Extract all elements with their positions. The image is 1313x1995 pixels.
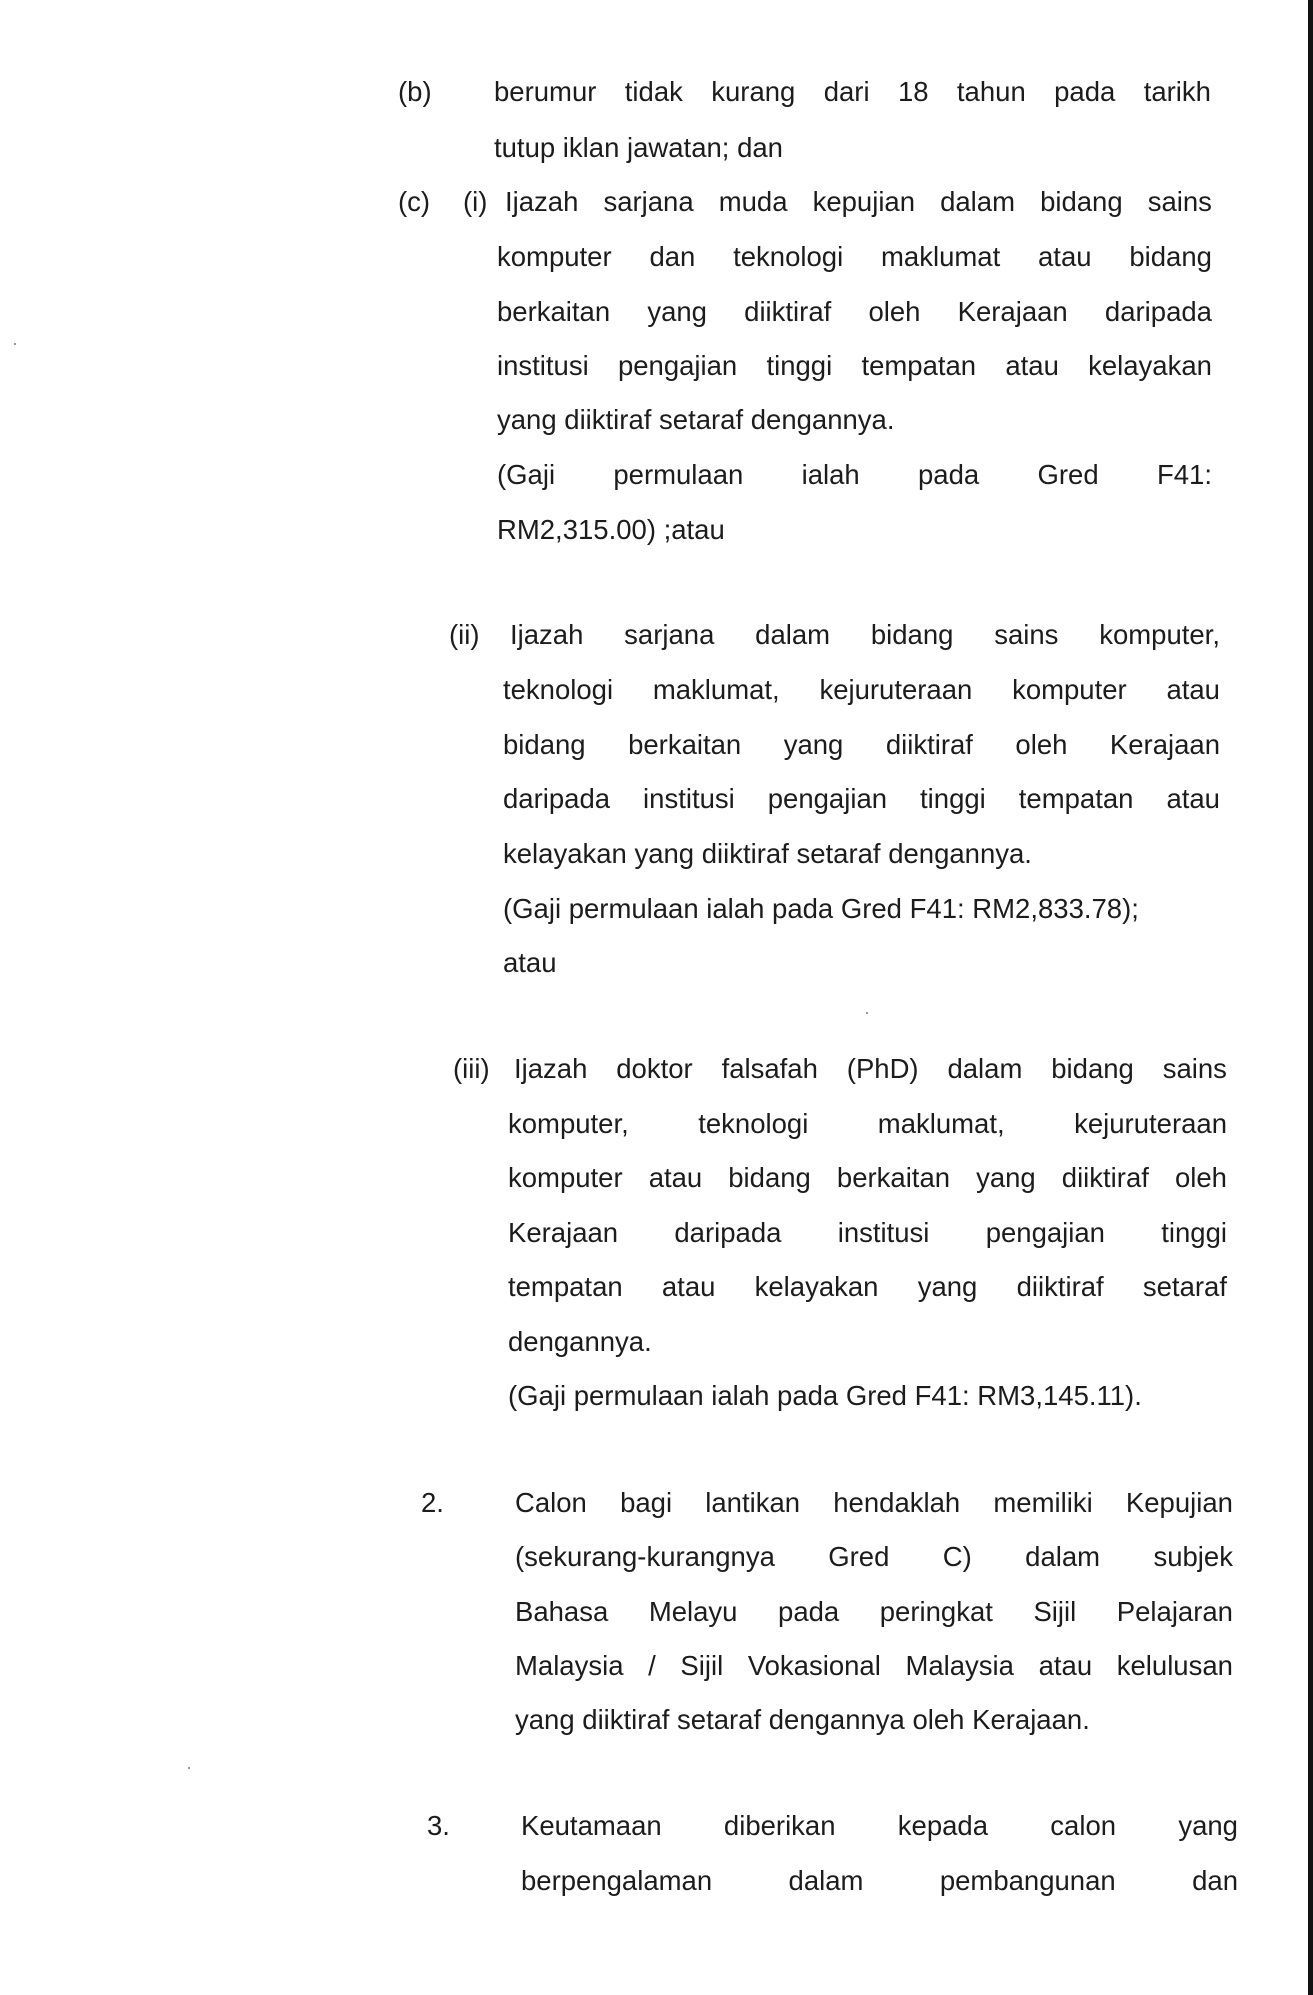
word: diiktiraf — [744, 296, 832, 327]
scan-speck — [188, 1767, 190, 1769]
word: dalam — [947, 1053, 1023, 1084]
word: Melayu — [648, 1596, 738, 1627]
word: tempatan — [1018, 783, 1134, 814]
word: bagi — [620, 1487, 673, 1518]
word: tempatan — [508, 1271, 623, 1302]
item-c-ii-line-1 — [510, 621, 1220, 649]
word: institusi — [643, 783, 735, 814]
word: kepada — [897, 1810, 989, 1841]
word: dalam — [755, 619, 831, 650]
item-c-iii-line-6: dengannya. — [508, 1326, 652, 1357]
word: Kerajaan — [508, 1217, 619, 1248]
item-c-ii-line-5: kelayakan yang diiktiraf setaraf dengannya. — [503, 838, 1032, 869]
item-c-iii-line-7: (Gaji permulaan ialah pada Gred F41: RM3,145.11). — [508, 1380, 1142, 1411]
word: dan — [1192, 1865, 1238, 1896]
para-3-label: 3. — [427, 1810, 450, 1841]
word: berkaitan — [497, 296, 611, 327]
word: atau — [648, 1162, 703, 1193]
word: atau — [661, 1271, 716, 1302]
word: atau — [1005, 350, 1059, 381]
word: komputer — [497, 241, 612, 272]
word: kejuruteraan — [1074, 1108, 1227, 1139]
word: yang — [976, 1162, 1036, 1193]
word: pada — [778, 1596, 840, 1627]
word: ialah — [801, 459, 860, 490]
word: 18 — [897, 76, 929, 107]
item-c-i-line-6 — [497, 461, 1212, 489]
word: Sijil — [1033, 1596, 1077, 1627]
word: Bahasa — [515, 1596, 609, 1627]
item-c-i-label: (i) — [463, 186, 488, 217]
word: kurang — [711, 76, 796, 107]
word: daripada — [674, 1217, 782, 1248]
word: (PhD) — [846, 1053, 919, 1084]
word: kepujian — [812, 186, 916, 217]
word: sains — [1147, 186, 1212, 217]
word: komputer, — [508, 1108, 629, 1139]
word: tinggi — [1161, 1217, 1227, 1248]
word: bidang — [1040, 186, 1123, 217]
word: berpengalaman — [521, 1865, 713, 1896]
word: atau — [1038, 1650, 1093, 1681]
word: diiktiraf — [1061, 1162, 1149, 1193]
word: Keutamaan — [521, 1810, 662, 1841]
item-c-iii-line-4 — [508, 1219, 1227, 1247]
word: tarikh — [1143, 76, 1211, 107]
word: F41: — [1156, 459, 1212, 490]
word: sains — [994, 619, 1059, 650]
word: atau — [1166, 783, 1220, 814]
item-c-ii-label: (ii) — [449, 619, 480, 650]
item-c-i-line-1 — [505, 188, 1212, 216]
word: pengajian — [985, 1217, 1105, 1248]
word: yang — [647, 296, 707, 327]
word: / — [648, 1650, 656, 1681]
word: teknologi — [503, 674, 614, 705]
word: peringkat — [879, 1596, 993, 1627]
word: Kerajaan — [957, 296, 1068, 327]
item-c-i-line-7: RM2,315.00) ;atau — [497, 514, 725, 545]
item-c-ii-line-4 — [503, 785, 1220, 813]
word: dalam — [1025, 1541, 1101, 1572]
para-2-line-5: yang diiktiraf setaraf dengannya oleh Kerajaan. — [515, 1704, 1090, 1735]
word: kelayakan — [1088, 350, 1212, 381]
word: diberikan — [723, 1810, 836, 1841]
scan-speck — [14, 343, 16, 345]
word: C) — [942, 1541, 972, 1572]
word: lantikan — [705, 1487, 801, 1518]
para-3-line-1 — [521, 1812, 1238, 1840]
word: dalam — [788, 1865, 864, 1896]
word: tinggi — [920, 783, 986, 814]
word: bidang — [1051, 1053, 1134, 1084]
word: oleh — [868, 296, 921, 327]
word: hendaklah — [833, 1487, 961, 1518]
item-b-line-2: tutup iklan jawatan; dan — [494, 132, 783, 163]
word: doktor — [616, 1053, 693, 1084]
para-2-line-4 — [515, 1652, 1233, 1680]
item-c-ii-line-6: (Gaji permulaan ialah pada Gred F41: RM2,833.78); — [503, 893, 1139, 924]
word: teknologi — [698, 1108, 809, 1139]
word: (sekurang-kurangnya — [515, 1541, 775, 1572]
word: dalam — [940, 186, 1015, 217]
word: pada — [1054, 76, 1116, 107]
item-c-iii-label: (iii) — [453, 1053, 490, 1084]
word: muda — [718, 186, 788, 217]
word: maklumat, — [877, 1108, 1005, 1139]
word: yang — [1178, 1810, 1238, 1841]
word: pengajian — [767, 783, 888, 814]
item-c-iii-line-5 — [508, 1273, 1227, 1301]
word: diiktiraf — [885, 729, 973, 760]
item-c-i-line-3 — [497, 298, 1212, 326]
word: Vokasional — [747, 1650, 881, 1681]
word: berkaitan — [836, 1162, 951, 1193]
word: falsafah — [721, 1053, 818, 1084]
word: bidang — [870, 619, 954, 650]
word: Gred — [828, 1541, 890, 1572]
word: dari — [823, 76, 870, 107]
word: calon — [1050, 1810, 1117, 1841]
word: Kerajaan — [1109, 729, 1220, 760]
word: Ijazah — [510, 619, 584, 650]
word: daripada — [1104, 296, 1212, 327]
word: tinggi — [766, 350, 833, 381]
word: Malaysia — [905, 1650, 1014, 1681]
word: institusi — [497, 350, 589, 381]
word: yang — [783, 729, 844, 760]
word: komputer — [1012, 674, 1127, 705]
word: Sijil — [680, 1650, 724, 1681]
word: daripada — [503, 783, 611, 814]
para-2-line-1 — [515, 1489, 1233, 1517]
word: bidang — [1129, 241, 1212, 272]
word: setaraf — [1142, 1271, 1227, 1302]
word: berkaitan — [628, 729, 742, 760]
item-c-label: (c) — [398, 186, 431, 217]
word: sarjana — [624, 619, 715, 650]
item-c-i-line-5: yang diiktiraf setaraf dengannya. — [497, 404, 895, 435]
word: tidak — [624, 76, 683, 107]
item-c-ii-line-7: atau — [503, 947, 557, 978]
item-c-ii-line-3 — [503, 731, 1220, 759]
word: teknologi — [733, 241, 844, 272]
word: maklumat, — [652, 674, 780, 705]
para-2-line-2 — [515, 1543, 1233, 1571]
word: Malaysia — [515, 1650, 624, 1681]
word: institusi — [837, 1217, 930, 1248]
word: komputer, — [1099, 619, 1220, 650]
word: yang — [917, 1271, 978, 1302]
item-b-line-1 — [494, 78, 1211, 106]
word: maklumat — [881, 241, 1001, 272]
para-2-label: 2. — [421, 1487, 444, 1518]
word: kejuruteraan — [819, 674, 973, 705]
scan-speck — [866, 1012, 868, 1014]
word: dan — [649, 241, 696, 272]
para-3-line-2 — [521, 1867, 1238, 1895]
item-c-ii-line-2 — [503, 676, 1220, 704]
word: komputer — [508, 1162, 623, 1193]
word: Gred — [1037, 459, 1099, 490]
item-c-iii-line-2 — [508, 1110, 1227, 1138]
word: kelulusan — [1116, 1650, 1233, 1681]
item-c-iii-line-3 — [508, 1164, 1227, 1192]
word: permulaan — [613, 459, 744, 490]
word: pada — [918, 459, 980, 490]
word: berumur — [494, 76, 597, 107]
item-c-i-line-4 — [497, 352, 1212, 380]
word: Ijazah — [505, 186, 579, 217]
page-edge-line — [1308, 0, 1313, 1995]
para-2-line-3 — [515, 1598, 1233, 1626]
word: pengajian — [617, 350, 738, 381]
word: oleh — [1015, 729, 1068, 760]
word: subjek — [1153, 1541, 1233, 1572]
word: Pelajaran — [1116, 1596, 1233, 1627]
word: (Gaji — [497, 459, 556, 490]
word: atau — [1038, 241, 1092, 272]
word: bidang — [503, 729, 586, 760]
word: bidang — [728, 1162, 811, 1193]
item-c-i-line-2 — [497, 243, 1212, 271]
word: tahun — [956, 76, 1026, 107]
word: memiliki — [993, 1487, 1093, 1518]
item-b-label: (b) — [398, 76, 432, 107]
word: Kepujian — [1125, 1487, 1233, 1518]
item-c-iii-line-1 — [514, 1055, 1227, 1083]
word: oleh — [1174, 1162, 1227, 1193]
word: diiktiraf — [1016, 1271, 1104, 1302]
word: kelayakan — [754, 1271, 879, 1302]
word: tempatan — [861, 350, 977, 381]
word: Ijazah — [514, 1053, 588, 1084]
word: atau — [1166, 674, 1220, 705]
word: pembangunan — [939, 1865, 1116, 1896]
word: sarjana — [603, 186, 694, 217]
word: sains — [1162, 1053, 1227, 1084]
word: Calon — [515, 1487, 587, 1518]
